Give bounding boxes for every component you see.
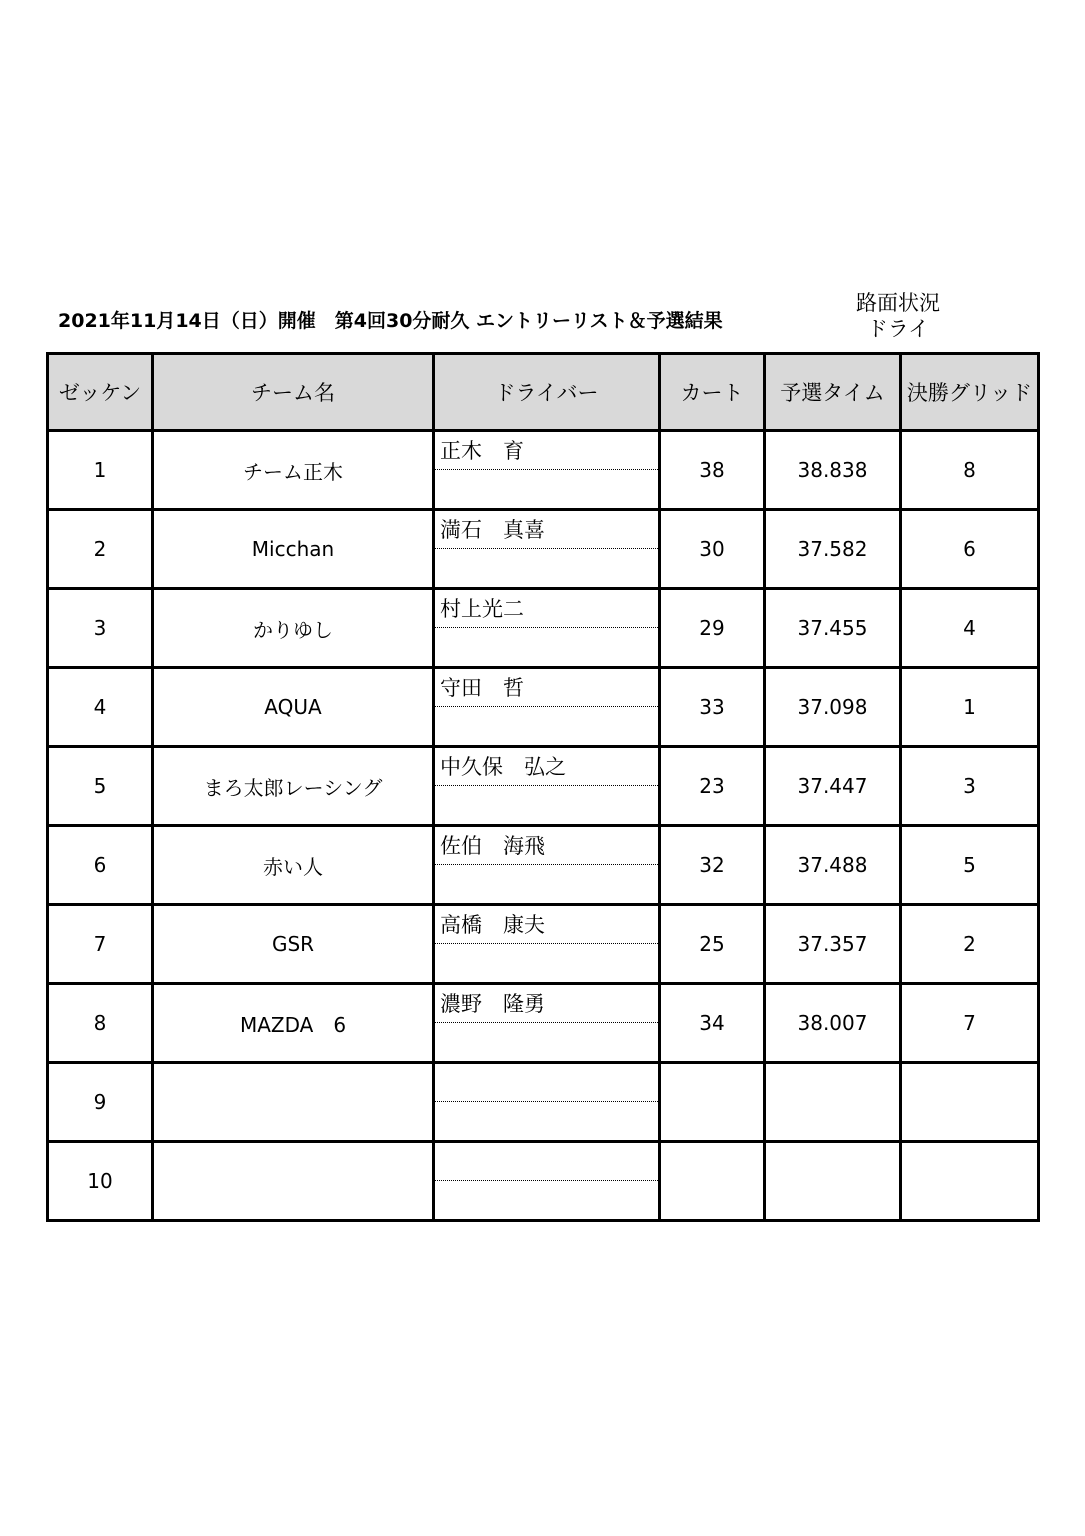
cell-kart: 33 <box>660 668 765 747</box>
cell-qualifying-time <box>765 1063 901 1142</box>
driver-second-line <box>435 865 658 901</box>
cell-driver <box>434 431 660 510</box>
table-row <box>48 1142 1039 1221</box>
cell-team: まろ太郎レーシング <box>153 747 434 826</box>
cell-number: 8 <box>48 984 153 1063</box>
driver-second-line <box>435 1023 658 1059</box>
cell-final-grid: 7 <box>901 984 1039 1063</box>
cell-qualifying-time: 37.447 <box>765 747 901 826</box>
cell-qualifying-time: 37.357 <box>765 905 901 984</box>
driver-name <box>435 1064 658 1102</box>
cell-kart: 30 <box>660 510 765 589</box>
cell-driver <box>434 984 660 1063</box>
cell-number: 4 <box>48 668 153 747</box>
cell-final-grid: 2 <box>901 905 1039 984</box>
driver-second-line <box>435 944 658 980</box>
cell-number: 1 <box>48 431 153 510</box>
cell-team <box>153 1063 434 1142</box>
page-title: 2021年11月14日（日）開催 第4回30分耐久 エントリーリスト＆予選結果 <box>58 310 723 332</box>
cell-driver <box>434 826 660 905</box>
table-row <box>48 984 1039 1063</box>
header-final-grid: 決勝グリッド <box>901 354 1039 431</box>
driver-second-line <box>435 1181 658 1217</box>
cell-final-grid: 3 <box>901 747 1039 826</box>
cell-number: 2 <box>48 510 153 589</box>
cell-driver <box>434 905 660 984</box>
cell-driver <box>434 747 660 826</box>
header-kart: カート <box>660 354 765 431</box>
entry-table <box>46 352 1040 1222</box>
cell-team: GSR <box>153 905 434 984</box>
cell-team <box>153 1142 434 1221</box>
cell-team: チーム正木 <box>153 431 434 510</box>
cell-kart <box>660 1142 765 1221</box>
cell-kart: 29 <box>660 589 765 668</box>
cell-team: AQUA <box>153 668 434 747</box>
cell-kart: 34 <box>660 984 765 1063</box>
cell-number: 10 <box>48 1142 153 1221</box>
driver-name: 満石 真喜 <box>435 511 658 549</box>
table-row <box>48 747 1039 826</box>
cell-team: MAZDA 6 <box>153 984 434 1063</box>
driver-name: 濃野 隆勇 <box>435 985 658 1023</box>
cell-number: 5 <box>48 747 153 826</box>
cell-qualifying-time: 37.098 <box>765 668 901 747</box>
cell-qualifying-time: 38.007 <box>765 984 901 1063</box>
driver-name: 守田 哲 <box>435 669 658 707</box>
table-row <box>48 826 1039 905</box>
road-condition-label: 路面状況 <box>856 291 940 315</box>
road-condition <box>838 290 958 342</box>
cell-number: 3 <box>48 589 153 668</box>
header-number: ゼッケン <box>48 354 153 431</box>
table-row <box>48 905 1039 984</box>
cell-team: Micchan <box>153 510 434 589</box>
cell-driver <box>434 589 660 668</box>
header-team: チーム名 <box>153 354 434 431</box>
table-row <box>48 510 1039 589</box>
cell-number: 6 <box>48 826 153 905</box>
cell-team: 赤い人 <box>153 826 434 905</box>
cell-final-grid <box>901 1063 1039 1142</box>
cell-number: 7 <box>48 905 153 984</box>
driver-second-line <box>435 1102 658 1138</box>
cell-number: 9 <box>48 1063 153 1142</box>
driver-second-line <box>435 707 658 743</box>
cell-qualifying-time <box>765 1142 901 1221</box>
driver-name: 中久保 弘之 <box>435 748 658 786</box>
table-row <box>48 1063 1039 1142</box>
cell-qualifying-time: 37.455 <box>765 589 901 668</box>
road-condition-value: ドライ <box>866 317 930 341</box>
table-header-row <box>48 354 1039 431</box>
cell-driver <box>434 1142 660 1221</box>
driver-second-line <box>435 628 658 664</box>
cell-kart: 38 <box>660 431 765 510</box>
cell-driver <box>434 1063 660 1142</box>
cell-qualifying-time: 37.488 <box>765 826 901 905</box>
cell-kart <box>660 1063 765 1142</box>
driver-name: 正木 育 <box>435 432 658 470</box>
driver-name: 村上光二 <box>435 590 658 628</box>
driver-name: 高橋 康夫 <box>435 906 658 944</box>
cell-final-grid: 8 <box>901 431 1039 510</box>
cell-driver <box>434 668 660 747</box>
table-row <box>48 668 1039 747</box>
driver-second-line <box>435 549 658 585</box>
driver-second-line <box>435 786 658 822</box>
cell-team: かりゆし <box>153 589 434 668</box>
cell-final-grid <box>901 1142 1039 1221</box>
cell-final-grid: 6 <box>901 510 1039 589</box>
driver-name: 佐伯 海飛 <box>435 827 658 865</box>
table-row <box>48 589 1039 668</box>
cell-kart: 25 <box>660 905 765 984</box>
header-driver: ドライバー <box>434 354 660 431</box>
cell-kart: 32 <box>660 826 765 905</box>
driver-name <box>435 1143 658 1181</box>
header-qualifying-time: 予選タイム <box>765 354 901 431</box>
cell-qualifying-time: 37.582 <box>765 510 901 589</box>
driver-second-line <box>435 470 658 506</box>
cell-qualifying-time: 38.838 <box>765 431 901 510</box>
cell-final-grid: 1 <box>901 668 1039 747</box>
cell-final-grid: 5 <box>901 826 1039 905</box>
table-row <box>48 431 1039 510</box>
cell-final-grid: 4 <box>901 589 1039 668</box>
cell-driver <box>434 510 660 589</box>
cell-kart: 23 <box>660 747 765 826</box>
